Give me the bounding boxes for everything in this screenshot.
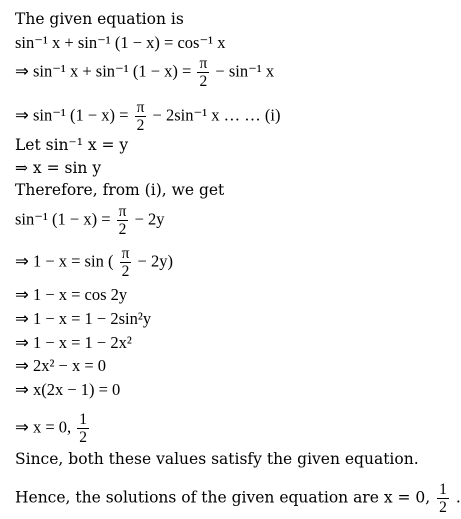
equation-line — [15, 33, 226, 53]
line-before: ⇒ 1 − x = sin ( — [15, 251, 114, 271]
fraction-pi-over-2 — [117, 203, 129, 238]
step-line-8 — [15, 333, 132, 353]
substitution-line — [15, 135, 128, 155]
fraction-pi-over-2 — [120, 245, 132, 280]
fraction-denominator: 2 — [439, 499, 447, 516]
line-text: Therefore, from (i), we get — [15, 181, 225, 199]
line-text: ⇒ 1 − x = 1 − 2x² — [15, 333, 132, 352]
fraction-numerator: π — [118, 203, 127, 220]
fraction-denominator: 2 — [199, 73, 208, 90]
fraction-one-half — [77, 411, 89, 446]
fraction-numerator: 1 — [439, 481, 447, 498]
conclusion-line — [15, 481, 461, 516]
step-line-6 — [15, 285, 127, 305]
fraction-denominator: 2 — [136, 117, 145, 134]
line-after: − 2y) — [137, 251, 173, 271]
line-text: Let sin⁻¹ x = y — [15, 136, 129, 154]
fraction-denominator: 2 — [118, 221, 127, 238]
line-text: sin⁻¹ x + sin⁻¹ (1 − x) = cos⁻¹ x — [15, 33, 226, 52]
line-before: ⇒ sin⁻¹ x + sin⁻¹ (1 − x) = — [15, 61, 192, 81]
line-text: The given equation is — [15, 10, 184, 28]
fraction-denominator: 2 — [121, 263, 130, 280]
step-line-9 — [15, 356, 106, 376]
step-line-5 — [15, 245, 173, 280]
verification-line — [15, 449, 419, 469]
line-before: ⇒ sin⁻¹ (1 − x) = — [15, 105, 129, 125]
line-after: . — [455, 488, 461, 507]
line-after: − sin⁻¹ x — [215, 61, 275, 81]
step-line-1 — [15, 55, 274, 90]
intro-line — [15, 9, 184, 29]
fraction-numerator: π — [199, 55, 208, 72]
fraction-numerator: π — [121, 245, 130, 262]
line-text: ⇒ x = sin y — [15, 159, 102, 177]
line-after: − 2y — [134, 209, 165, 229]
roots-line — [15, 411, 91, 446]
step-line-7 — [15, 309, 151, 329]
line-text: ⇒ 2x² − x = 0 — [15, 356, 107, 375]
fraction-one-half — [437, 481, 449, 516]
line-before: ⇒ x = 0, — [15, 417, 72, 437]
fraction-numerator: π — [136, 99, 145, 116]
fraction-denominator: 2 — [79, 429, 88, 446]
line-before: Hence, the solutions of the given equation are x = 0, — [15, 488, 431, 507]
line-text: Since, both these values satisfy the given equation. — [15, 450, 419, 468]
line-text: ⇒ 1 − x = cos 2y — [15, 285, 128, 304]
step-line-4 — [15, 203, 165, 238]
line-after: − 2sin⁻¹ x … … (i) — [152, 105, 281, 125]
step-line-2 — [15, 99, 280, 134]
fraction-pi-over-2 — [135, 99, 147, 134]
line-text: ⇒ x(2x − 1) = 0 — [15, 380, 121, 399]
therefore-line — [15, 180, 224, 200]
line-before: sin⁻¹ (1 − x) = — [15, 209, 111, 229]
step-line-3 — [15, 158, 101, 178]
fraction-pi-over-2 — [197, 55, 209, 90]
fraction-numerator: 1 — [79, 411, 88, 428]
step-line-10 — [15, 380, 120, 400]
line-text: ⇒ 1 − x = 1 − 2sin²y — [15, 309, 152, 328]
